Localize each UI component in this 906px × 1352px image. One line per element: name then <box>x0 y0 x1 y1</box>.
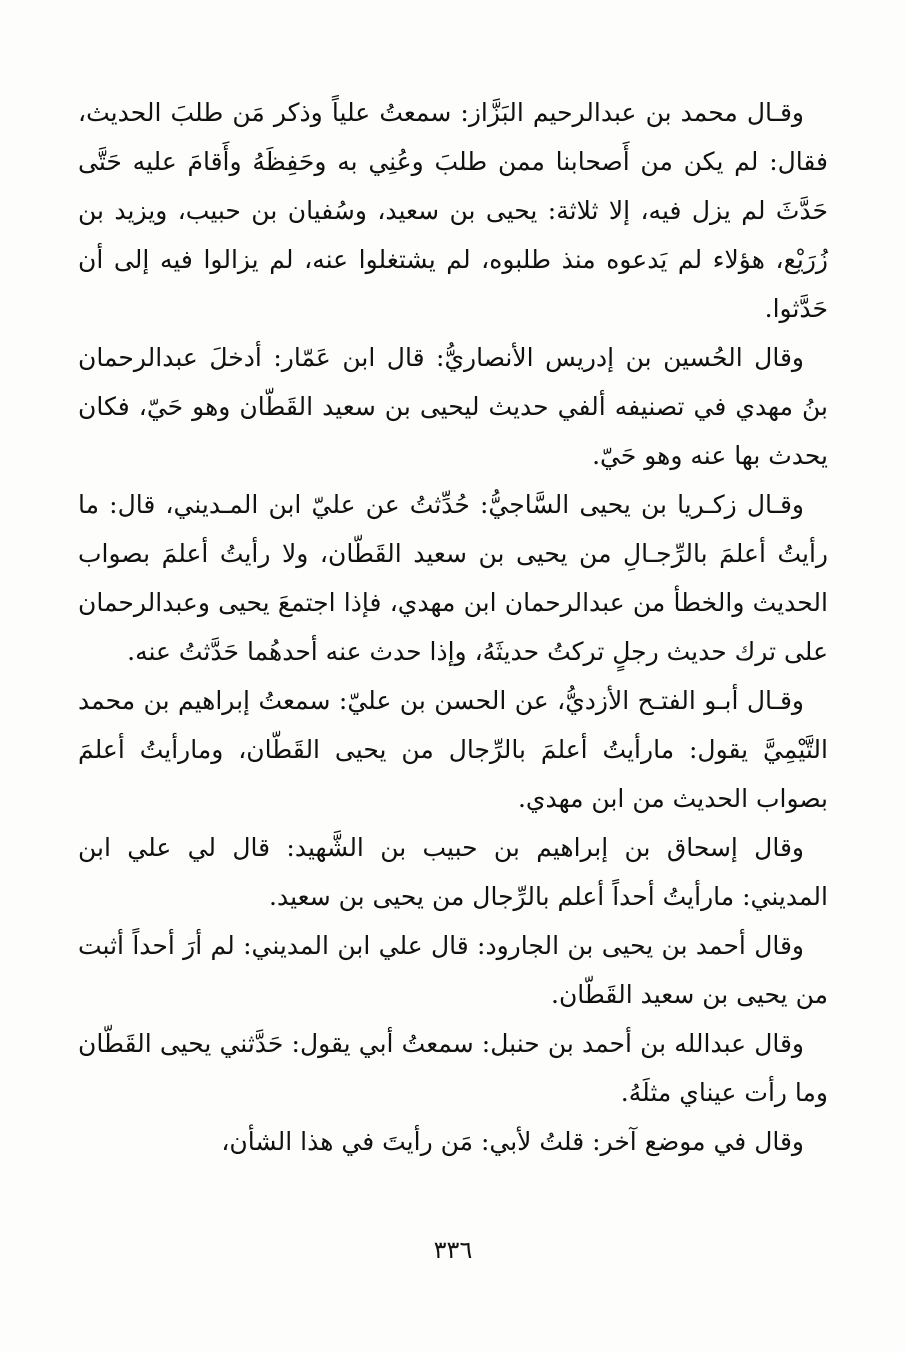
paragraph-5: وقال إسحاق بن إبراهيم بن حبيب بن الشَّهيد: قال لي علي ابن المديني: مارأيتُ أحداً أعلم بالرِّجال من يحيى بن سعيد. <box>78 833 828 911</box>
paragraph-1: وقـال محمد بن عبدالرحيم البَزَّاز: سمعتُ علياً وذكر مَن طلبَ الحديث، فقال: لم يكن من أَصحابنا ممن طلبَ وعُنِي به وحَفِظَهُ وأَقامَ عليه حَتَّى حَدَّثَ لم يزل فيه، إلا ثلاثة: يحيى بن سعيد، وسُفيان بن حبيب، ويزيد بن زُرَيْع، هؤلاء لم يَدعوه منذ طلبوه، لم يشتغلوا عنه، لم يزالوا فيه إلى أن حَدَّثوا. <box>78 98 828 323</box>
paragraph-7: وقال عبدالله بن أحمد بن حنبل: سمعتُ أبي يقول: حَدَّثني يحيى القَطّان وما رأت عيناي مثلَهُ. <box>78 1029 828 1107</box>
page-number: ٣٣٦ <box>433 1236 473 1264</box>
paragraph-8: وقال في موضع آخر: قلتُ لأبي: مَن رأيتَ في هذا الشأن، <box>221 1127 804 1156</box>
page-body-text <box>78 88 828 1166</box>
paragraph-6: وقال أحمد بن يحيى بن الجارود: قال علي ابن المديني: لم أرَ أحداً أثبت من يحيى بن سعيد القَطّان. <box>78 931 828 1009</box>
paragraph-3: وقـال زكـريا بن يحيى السَّاجيُّ: حُدِّثتُ عن عليّ ابن المـديني، قال: ما رأيتُ أعلمَ بالرِّجـالِ من يحيى بن سعيد القَطّان، ولا رأيتُ أعلمَ بصواب الحديث والخطأ من عبدالرحمان ابن مهدي، فإذا اجتمعَ يحيى وعبدالرحمان على ترك حديث رجلٍ تركتُ حديثَهُ، وإذا حدث عنه أحدهُما حَدَّثتُ عنه. <box>78 490 828 666</box>
paragraph-4: وقـال أبـو الفتـح الأزديُّ، عن الحسن بن عليّ: سمعتُ إبراهيم بن محمد التَّيْمِيَّ يقول: مارأيتُ أعلمَ بالرِّجال من يحيى القَطّان، ومارأيتُ أعلمَ بصواب الحديث من ابن مهدي. <box>78 686 828 813</box>
paragraph-2: وقال الحُسين بن إدريس الأنصاريُّ: قال ابن عَمّار: أدخلَ عبدالرحمان بنُ مهدي في تصنيفه ألفي حديث ليحيى بن سعيد القَطّان وهو حَيّ، فكان يحدث بها عنه وهو حَيّ. <box>78 343 828 470</box>
